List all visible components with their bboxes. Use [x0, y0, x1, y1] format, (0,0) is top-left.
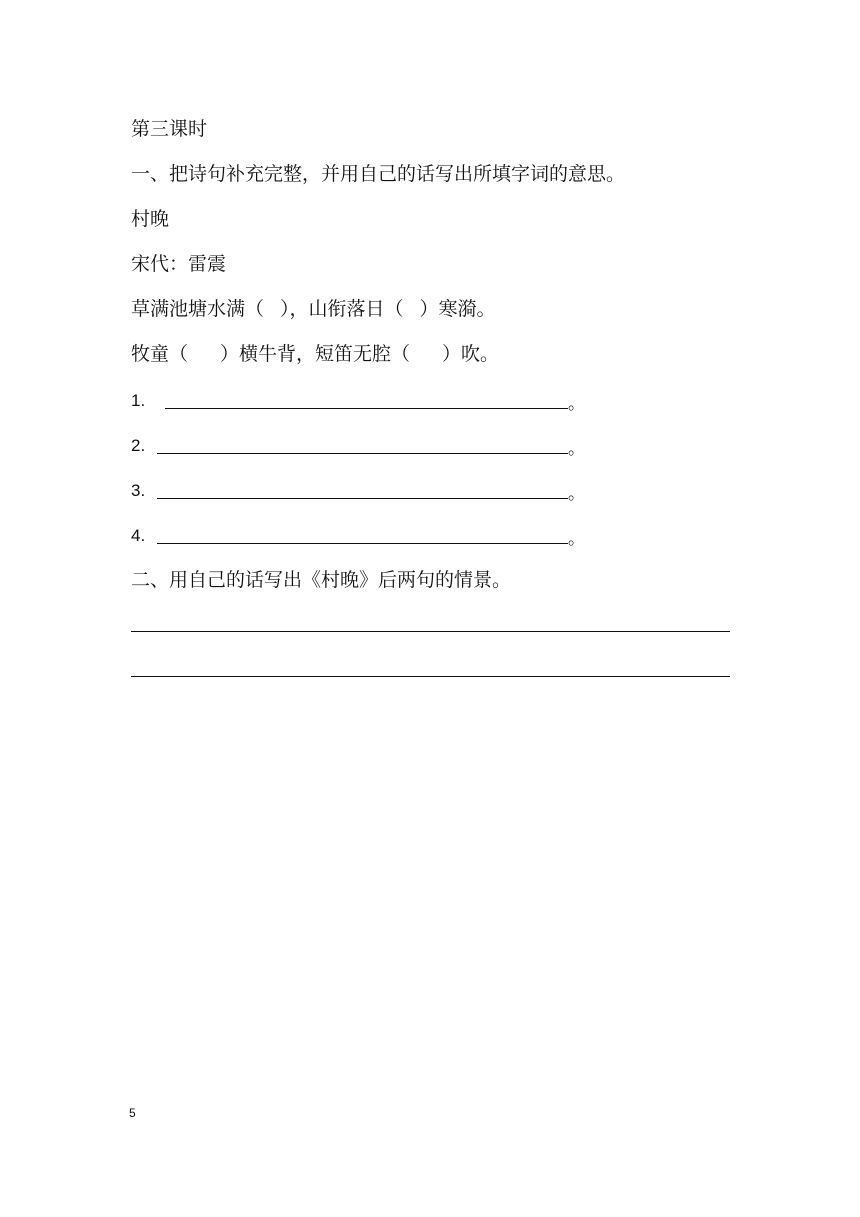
question-2-prompt: 二、用自己的话写出《村晚》后两句的情景。	[131, 569, 512, 591]
q2-answer-line-1[interactable]	[131, 631, 730, 632]
poem-line-2-part-c: ）吹。	[442, 343, 500, 365]
poem-line-1-part-a: 草满池塘水满（	[131, 298, 265, 320]
poem-line-1	[131, 297, 496, 321]
answer-row-2	[131, 434, 591, 458]
answer-line-4[interactable]	[157, 543, 568, 544]
answer-end-4: 。	[568, 529, 585, 549]
answer-row-4	[131, 524, 591, 548]
poem-line-2	[131, 342, 499, 366]
answer-number-4: 4.	[131, 526, 146, 545]
poem-author: 宋代：雷震	[131, 253, 227, 275]
answer-line-3[interactable]	[157, 498, 568, 499]
poem-line-2-part-a: 牧童（	[131, 343, 189, 365]
answer-end-2: 。	[568, 439, 585, 459]
answer-line-1[interactable]	[165, 408, 568, 409]
answer-row-1	[131, 389, 591, 413]
poem-line-2-part-b: ）横牛背，短笛无腔（	[220, 343, 411, 365]
section-title: 第三课时	[131, 118, 208, 140]
answer-number-1: 1.	[131, 391, 146, 410]
poem-title: 村晚	[131, 208, 170, 230]
q2-answer-line-2[interactable]	[131, 676, 730, 677]
question-1-prompt: 一、把诗句补充完整，并用自己的话写出所填字词的意思。	[131, 163, 626, 185]
answer-end-3: 。	[568, 484, 585, 504]
answer-row-3	[131, 479, 591, 503]
poem-line-1-part-b: ），山衔落日（	[280, 298, 404, 320]
answer-number-3: 3.	[131, 481, 146, 500]
answer-end-1: 。	[568, 394, 585, 414]
answer-number-2: 2.	[131, 436, 146, 455]
page-number: 5	[129, 1106, 136, 1120]
answer-line-2[interactable]	[157, 453, 568, 454]
poem-line-1-part-c: ）寒漪。	[419, 298, 496, 320]
